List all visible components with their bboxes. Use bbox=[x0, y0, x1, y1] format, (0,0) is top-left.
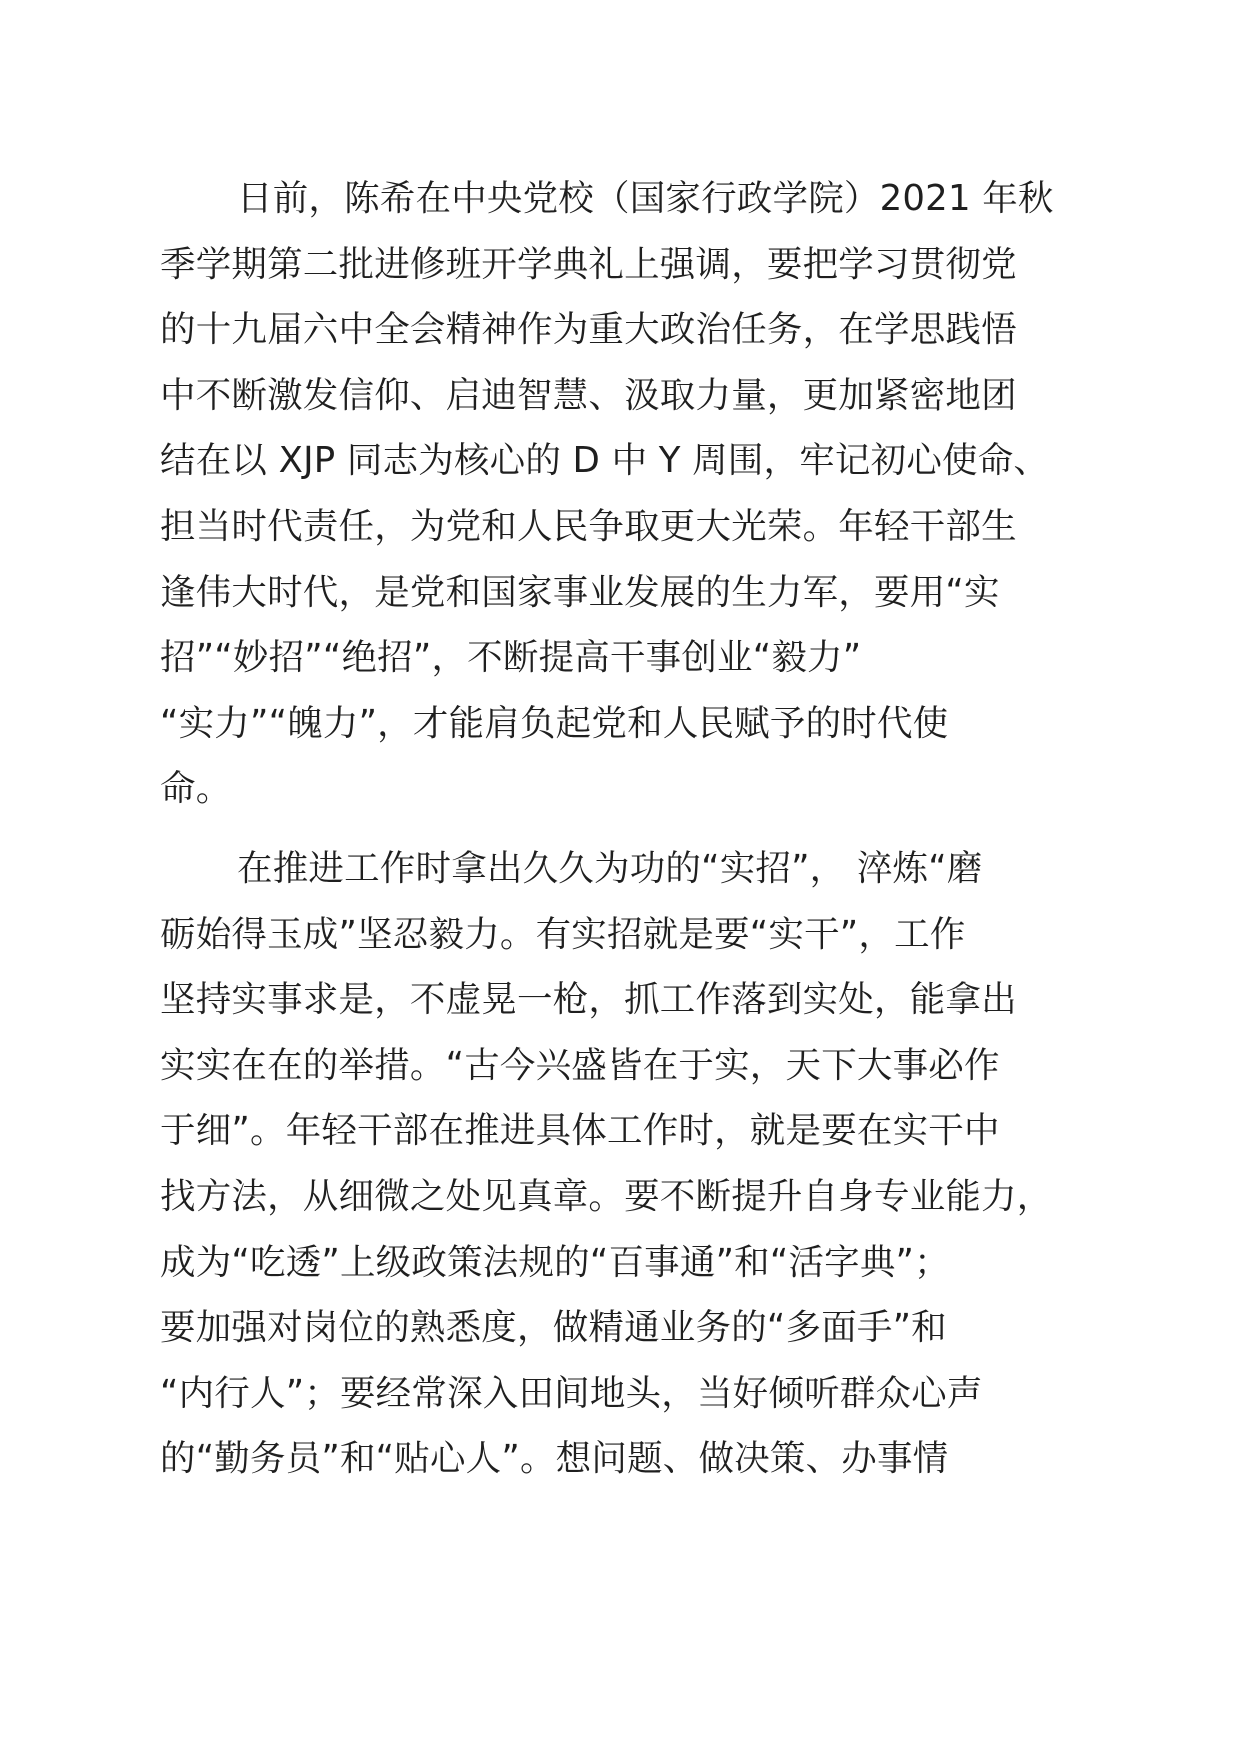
document-page bbox=[160, 166, 1080, 1492]
text-line: 的十九届六中全会精神作为重大政治任务，在学思践悟 bbox=[160, 309, 1017, 351]
text-line: 实实在在的举措。“古今兴盛皆在于实，天下大事必作 bbox=[160, 1044, 1000, 1086]
text-line: 结在以 XJP 同志为核心的 D 中 Y 周围，牢记初心使命、 bbox=[160, 440, 1050, 482]
paragraph-spacer bbox=[160, 822, 1080, 836]
text-line: 的“勤务员”和“贴心人”。想问题、做决策、办事情 bbox=[160, 1438, 949, 1480]
paragraph-2 bbox=[160, 836, 1080, 1492]
text-line: 砺始得玉成”坚忍毅力。有实招就是要“实干”，工作 bbox=[160, 913, 966, 955]
text-line: 在推进工作时拿出久久为功的“实招”， 淬炼“磨 bbox=[237, 847, 983, 889]
text-line: 命。 bbox=[160, 768, 232, 810]
paragraph-1 bbox=[160, 166, 1080, 822]
text-line: 招”“妙招”“绝招”，不断提高干事创业“毅力” bbox=[160, 637, 862, 679]
text-line: 逢伟大时代，是党和国家事业发展的生力军，要用“实 bbox=[160, 571, 1000, 613]
text-line: 日前，陈希在中央党校（国家行政学院）2021 年秋 bbox=[237, 178, 1054, 219]
text-line: 中不断激发信仰、启迪智慧、汲取力量，更加紧密地团 bbox=[160, 374, 1017, 416]
text-line: 坚持实事求是，不虚晃一枪，抓工作落到实处，能拿出 bbox=[160, 979, 1017, 1021]
text-line: 担当时代责任，为党和人民争取更大光荣。年轻干部生 bbox=[160, 505, 1017, 547]
text-line: “实力”“魄力”，才能肩负起党和人民赋予的时代使 bbox=[160, 702, 949, 744]
text-line: 成为“吃透”上级政策法规的“百事通”和“活字典”； bbox=[160, 1241, 950, 1283]
text-line: 于细”。年轻干部在推进具体工作时，就是要在实干中 bbox=[160, 1110, 1000, 1152]
text-line: 找方法，从细微之处见真章。要不断提升自身专业能力， bbox=[160, 1175, 1053, 1217]
text-line: 要加强对岗位的熟悉度，做精通业务的“多面手”和 bbox=[160, 1307, 947, 1349]
text-line: “内行人”；要经常深入田间地头，当好倾听群众心声 bbox=[160, 1372, 983, 1414]
text-line: 季学期第二批进修班开学典礼上强调，要把学习贯彻党 bbox=[160, 243, 1017, 285]
